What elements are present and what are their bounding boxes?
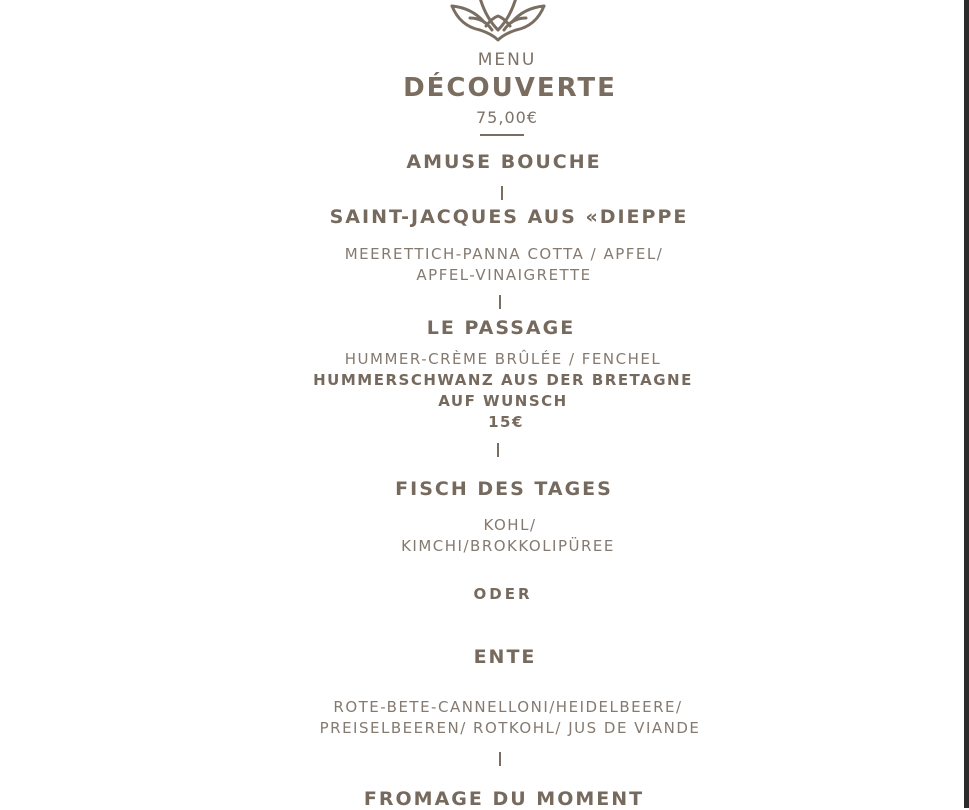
course-le-passage-extra-price: 15€ bbox=[488, 413, 524, 431]
course-amuse-bouche: AMUSE BOUCHE bbox=[406, 151, 602, 173]
title-divider bbox=[480, 134, 524, 136]
course-le-passage-extra-2: AUF WUNSCH bbox=[438, 392, 568, 410]
course-saint-jacques: SAINT-JACQUES AUS «DIEPPE bbox=[329, 206, 689, 228]
course-separator bbox=[499, 752, 501, 766]
course-separator bbox=[501, 186, 503, 200]
course-fromage: FROMAGE DU MOMENT bbox=[363, 788, 645, 810]
course-separator bbox=[499, 295, 501, 309]
course-ente-desc-1: ROTE-BETE-CANNELLONI/HEIDELBEERE/ bbox=[333, 698, 683, 716]
course-oder: ODER bbox=[473, 585, 533, 603]
course-ente-desc-2: PREISELBEEREN/ ROTKOHL/ JUS DE VIANDE bbox=[319, 719, 701, 737]
page-edge bbox=[964, 0, 969, 808]
course-fisch-desc-1: KOHL/ bbox=[483, 516, 537, 534]
course-separator bbox=[497, 443, 499, 457]
course-le-passage-desc: HUMMER-CRÈME BRÛLÉE / FENCHEL bbox=[344, 350, 662, 368]
course-ente: ENTE bbox=[473, 646, 537, 668]
course-fisch-des-tages: FISCH DES TAGES bbox=[395, 478, 613, 500]
menu-price: 75,00€ bbox=[476, 108, 538, 127]
lotus-logo-icon bbox=[446, 0, 550, 44]
course-saint-jacques-desc-1: MEERETTICH-PANNA COTTA / APFEL/ bbox=[344, 245, 664, 263]
course-le-passage-extra-1: HUMMERSCHWANZ AUS DER BRETAGNE bbox=[313, 371, 693, 389]
course-fisch-desc-2: KIMCHI/BROKKOLIPÜREE bbox=[401, 537, 615, 555]
course-saint-jacques-desc-2: APFEL-VINAIGRETTE bbox=[416, 266, 592, 284]
menu-title: DÉCOUVERTE bbox=[403, 73, 617, 103]
menu-label: MENU bbox=[477, 50, 537, 70]
course-le-passage: LE PASSAGE bbox=[426, 317, 576, 339]
